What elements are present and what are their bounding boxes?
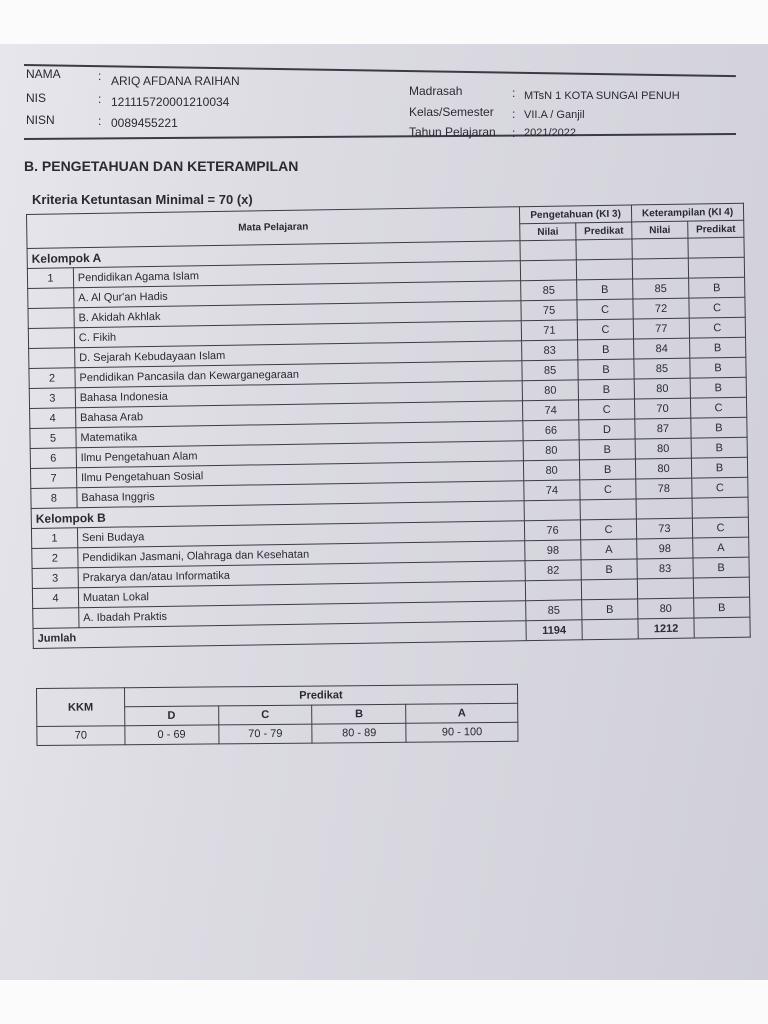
group-b-empty-cell bbox=[580, 499, 636, 520]
ki3-predikat: C bbox=[579, 399, 635, 420]
ki4-predikat: B bbox=[691, 437, 747, 458]
subject-name: Ilmu Pengetahuan Sosial bbox=[76, 461, 523, 488]
subject-name: Ilmu Pengetahuan Alam bbox=[76, 441, 523, 468]
subject-name: Muatan Lokal bbox=[78, 581, 525, 608]
madrasah-sep: : bbox=[512, 86, 516, 100]
header-ki3-nilai: Nilai bbox=[520, 223, 576, 241]
ki4-predikat: B bbox=[690, 357, 746, 378]
ki4-nilai: 72 bbox=[633, 298, 689, 319]
ki3-nilai: 80 bbox=[524, 460, 580, 481]
kkm-value: 70 bbox=[37, 726, 125, 746]
kkm-predikat-label: Predikat bbox=[124, 684, 517, 706]
ki4-predikat: C bbox=[689, 297, 745, 318]
ki4-predikat: C bbox=[690, 397, 746, 418]
nisn-sep: : bbox=[98, 114, 102, 128]
ki4-predikat: C bbox=[692, 517, 748, 538]
subject-number bbox=[33, 608, 79, 629]
ki4-nilai: 80 bbox=[635, 438, 691, 459]
ki3-predikat: B bbox=[578, 379, 634, 400]
ki4-predikat bbox=[688, 257, 744, 278]
total-ki3: 1194 bbox=[526, 620, 582, 641]
nis-sep: : bbox=[98, 92, 102, 106]
ki3-predikat bbox=[576, 259, 632, 280]
kkm-range-d: 0 - 69 bbox=[125, 725, 219, 745]
kkm-range-a: 90 - 100 bbox=[406, 722, 518, 742]
subject-number: 5 bbox=[30, 428, 76, 449]
kkm-range-row bbox=[37, 722, 518, 745]
section-title: B. PENGETAHUAN DAN KETERAMPILAN bbox=[24, 158, 299, 174]
ki3-predikat: D bbox=[579, 419, 635, 440]
ki4-nilai: 73 bbox=[636, 518, 692, 539]
group-a-empty-cell bbox=[576, 239, 632, 260]
nis-value: 121115720001210034 bbox=[111, 95, 230, 109]
subject-name: B. Akidah Akhlak bbox=[74, 301, 521, 328]
group-b-label: Kelompok B bbox=[31, 501, 524, 529]
ki3-nilai: 83 bbox=[522, 340, 578, 361]
ki3-predikat: C bbox=[577, 299, 633, 320]
subject-name: Pendidikan Pancasila dan Kewarganegaraan bbox=[75, 361, 522, 388]
header-ki3: Pengetahuan (KI 3) bbox=[520, 205, 632, 224]
group-a-empty-cell bbox=[520, 240, 576, 261]
ki3-predikat: B bbox=[578, 359, 634, 380]
ki4-predikat bbox=[693, 577, 749, 598]
subject-number: 1 bbox=[27, 268, 73, 289]
subject-number bbox=[28, 308, 74, 329]
subject-number bbox=[29, 348, 75, 369]
subject-name: Pendidikan Jasmani, Olahraga dan Kesehatan bbox=[78, 541, 525, 568]
ki4-predikat: B bbox=[691, 417, 747, 438]
total-ki4: 1212 bbox=[638, 618, 694, 639]
ki3-nilai bbox=[525, 580, 581, 601]
header-ki4-nilai: Nilai bbox=[632, 221, 688, 239]
ki3-nilai: 85 bbox=[522, 360, 578, 381]
group-a-label: Kelompok A bbox=[27, 241, 520, 269]
ki3-predikat: C bbox=[580, 519, 636, 540]
kkm-grade-c: C bbox=[218, 705, 312, 725]
ki3-predikat: A bbox=[581, 539, 637, 560]
ki3-nilai bbox=[520, 260, 576, 281]
ki3-nilai: 82 bbox=[525, 560, 581, 581]
group-b-empty-cell bbox=[636, 498, 692, 519]
header-ki4-predikat: Predikat bbox=[688, 220, 744, 238]
kkm-table bbox=[36, 684, 518, 746]
jumlah-label: Jumlah bbox=[33, 621, 526, 649]
subject-number: 4 bbox=[30, 408, 76, 429]
ki3-nilai: 74 bbox=[524, 480, 580, 501]
subject-number: 2 bbox=[29, 368, 75, 389]
kelas-sep: : bbox=[512, 107, 516, 121]
ki3-nilai: 80 bbox=[522, 380, 578, 401]
ki4-nilai: 87 bbox=[635, 418, 691, 439]
ki3-predikat: B bbox=[577, 279, 633, 300]
ki4-nilai: 80 bbox=[638, 598, 694, 619]
kkm-range-b: 80 - 89 bbox=[312, 723, 406, 743]
ki3-nilai: 80 bbox=[523, 440, 579, 461]
subject-number: 4 bbox=[32, 588, 78, 609]
group-b-empty-cell bbox=[524, 500, 580, 521]
ki4-nilai: 77 bbox=[633, 318, 689, 339]
subject-name: A. Al Qur'an Hadis bbox=[74, 281, 521, 308]
subject-name: Bahasa Inggris bbox=[77, 481, 524, 508]
subject-number: 6 bbox=[30, 448, 76, 469]
ki3-nilai: 75 bbox=[521, 300, 577, 321]
nisn-value: 0089455221 bbox=[111, 116, 178, 130]
tahun-sep: : bbox=[512, 126, 516, 140]
ki3-predikat: B bbox=[578, 339, 634, 360]
subject-name: D. Sejarah Kebudayaan Islam bbox=[74, 341, 521, 368]
group-a-empty-cell bbox=[688, 237, 744, 258]
kelas-label: Kelas/Semester bbox=[409, 105, 494, 119]
ki3-nilai: 85 bbox=[526, 600, 582, 621]
ki3-predikat: B bbox=[579, 459, 635, 480]
nama-sep: : bbox=[98, 69, 102, 83]
nama-label: NAMA bbox=[26, 67, 61, 81]
tahun-value: 2021/2022 bbox=[524, 127, 576, 139]
header-ki3-predikat: Predikat bbox=[576, 222, 632, 240]
ki4-nilai: 80 bbox=[635, 458, 691, 479]
subject-number: 8 bbox=[31, 488, 77, 509]
ki4-predikat: C bbox=[692, 477, 748, 498]
subject-name: Matematika bbox=[76, 421, 523, 448]
total-ki3-predikat-empty bbox=[582, 619, 638, 640]
ki3-nilai: 76 bbox=[524, 520, 580, 541]
subject-number: 7 bbox=[30, 468, 76, 489]
ki4-nilai bbox=[632, 258, 688, 279]
ki4-predikat: B bbox=[689, 277, 745, 298]
ki4-predikat: A bbox=[693, 537, 749, 558]
ki4-nilai: 70 bbox=[634, 398, 690, 419]
ki4-nilai: 78 bbox=[636, 478, 692, 499]
kelas-value: VII.A / Ganjil bbox=[524, 109, 585, 121]
kkm-title: Kriteria Ketuntasan Minimal = 70 (x) bbox=[32, 192, 253, 207]
ki4-nilai: 85 bbox=[634, 358, 690, 379]
ki3-nilai: 74 bbox=[523, 400, 579, 421]
ki4-nilai: 98 bbox=[637, 538, 693, 559]
ki4-nilai bbox=[637, 578, 693, 599]
kkm-grade-a: A bbox=[406, 703, 518, 723]
ki3-predikat: B bbox=[579, 439, 635, 460]
grades-table bbox=[26, 203, 751, 649]
ki3-predikat: C bbox=[580, 479, 636, 500]
subject-name: Prakarya dan/atau Informatika bbox=[78, 561, 525, 588]
ki3-predikat bbox=[581, 579, 637, 600]
ki4-predikat: B bbox=[693, 557, 749, 578]
ki4-nilai: 85 bbox=[633, 278, 689, 299]
nisn-label: NISN bbox=[26, 113, 55, 127]
kkm-grade-b: B bbox=[312, 704, 406, 724]
nis-label: NIS bbox=[26, 91, 47, 105]
ki3-nilai: 66 bbox=[523, 420, 579, 441]
ki4-predikat: C bbox=[689, 317, 745, 338]
ki4-predikat: B bbox=[689, 337, 745, 358]
subject-name: Bahasa Arab bbox=[75, 401, 522, 428]
ki3-predikat: B bbox=[581, 559, 637, 580]
subject-number: 3 bbox=[29, 388, 75, 409]
header-ki4: Keterampilan (KI 4) bbox=[631, 203, 743, 222]
subject-number: 2 bbox=[32, 548, 78, 569]
subject-name: Bahasa Indonesia bbox=[75, 381, 522, 408]
subject-number bbox=[28, 288, 74, 309]
ki4-predikat: B bbox=[691, 457, 747, 478]
madrasah-label: Madrasah bbox=[409, 84, 463, 98]
subject-number bbox=[28, 328, 74, 349]
ki4-predikat: B bbox=[690, 377, 746, 398]
kkm-label: KKM bbox=[37, 688, 125, 727]
kkm-grade-d: D bbox=[124, 706, 218, 726]
ki3-nilai: 98 bbox=[525, 540, 581, 561]
ki4-nilai: 84 bbox=[634, 338, 690, 359]
total-ki4-predikat-empty bbox=[694, 617, 750, 638]
ki3-predikat: B bbox=[582, 599, 638, 620]
ki4-nilai: 80 bbox=[634, 378, 690, 399]
group-a-empty-cell bbox=[632, 238, 688, 259]
ki3-predikat: C bbox=[577, 319, 633, 340]
ki3-nilai: 71 bbox=[521, 320, 577, 341]
subject-name: Pendidikan Agama Islam bbox=[73, 261, 520, 288]
kkm-range-c: 70 - 79 bbox=[218, 724, 312, 744]
subject-number: 3 bbox=[32, 568, 78, 589]
madrasah-value: MTsN 1 KOTA SUNGAI PENUH bbox=[524, 90, 680, 102]
subject-number: 1 bbox=[31, 528, 77, 549]
ki3-nilai: 85 bbox=[521, 280, 577, 301]
ki4-nilai: 83 bbox=[637, 558, 693, 579]
group-b-empty-cell bbox=[692, 497, 748, 518]
nama-value: ARIQ AFDANA RAIHAN bbox=[111, 74, 240, 88]
grades-table-body bbox=[27, 203, 751, 648]
subject-name: C. Fikih bbox=[74, 321, 521, 348]
ki4-predikat: B bbox=[694, 597, 750, 618]
header-subject: Mata Pelajaran bbox=[27, 207, 521, 249]
tahun-label: Tahun Pelajaran bbox=[409, 125, 496, 139]
subject-name: A. Ibadah Praktis bbox=[79, 601, 526, 628]
subject-name: Seni Budaya bbox=[77, 521, 524, 548]
